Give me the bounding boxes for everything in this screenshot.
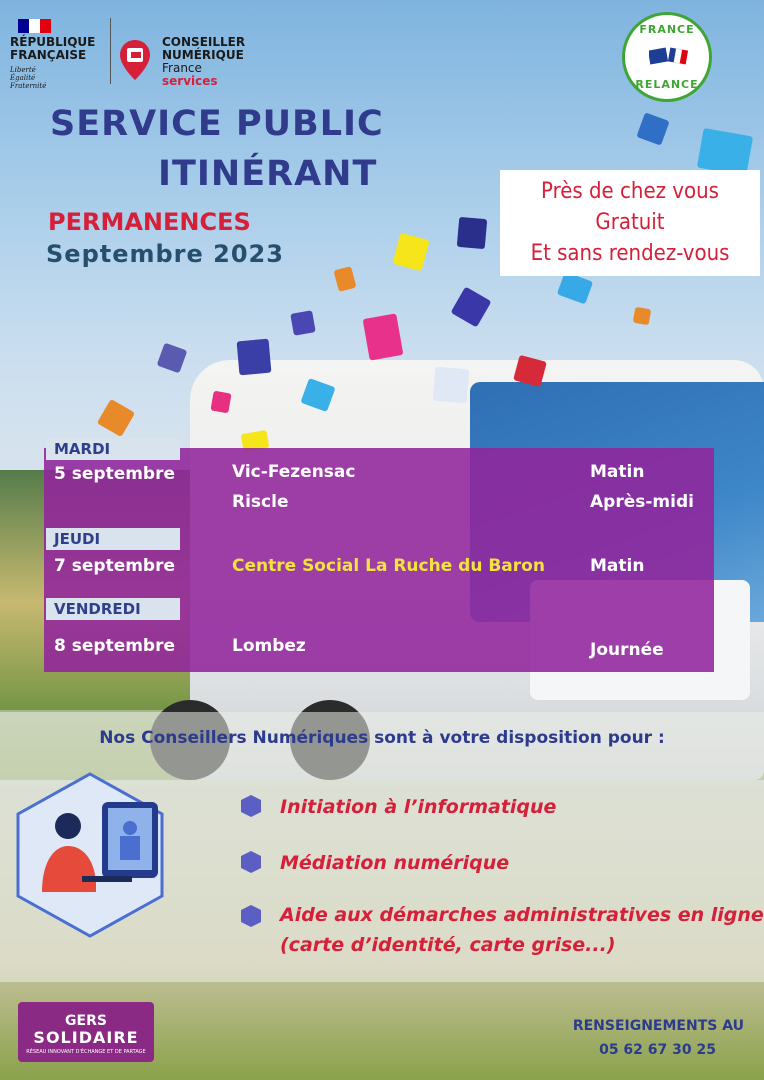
confetti-square xyxy=(433,367,470,404)
promo-line: Près de chez vous xyxy=(541,179,719,204)
confetti-square xyxy=(633,307,652,326)
promo-line: Et sans rendez-vous xyxy=(530,241,730,266)
confetti-square xyxy=(697,128,753,176)
gers-logo-subtitle: RÉSEAU INNOVANT D'ÉCHANGE ET DE PARTAGE xyxy=(26,1049,146,1055)
badge-top-text: FRANCE xyxy=(639,23,695,36)
hexagon-bullet-icon xyxy=(240,850,262,874)
logo-divider xyxy=(110,18,111,84)
time-label: Journée xyxy=(590,640,664,660)
day-label-vendredi: VENDREDI xyxy=(46,598,180,620)
month-heading: Septembre 2023 xyxy=(46,240,284,268)
republique-francaise-label: RÉPUBLIQUE FRANÇAISE xyxy=(10,35,96,62)
contact-phone[interactable]: 05 62 67 30 25 xyxy=(599,1042,716,1058)
marianne-logo xyxy=(18,18,52,32)
page-title-line2: ITINÉRANT xyxy=(158,154,378,194)
promo-line: Gratuit xyxy=(595,210,665,235)
confetti-square xyxy=(210,391,231,414)
confetti-square xyxy=(457,217,488,249)
flags-icon xyxy=(649,47,689,69)
time-label: Matin xyxy=(590,462,645,482)
promo-box xyxy=(500,170,760,276)
confetti-square xyxy=(237,339,272,376)
permanences-heading: PERMANENCES xyxy=(48,208,251,236)
service-item-detail: (carte d’identité, carte grise...) xyxy=(280,934,616,956)
map-pin-icon xyxy=(118,38,152,82)
day-label-mardi: MARDI xyxy=(46,438,180,460)
date-label: 5 septembre xyxy=(54,464,176,484)
page-title-line1: SERVICE PUBLIC xyxy=(50,104,384,144)
day-label-jeudi: JEUDI xyxy=(46,528,180,550)
time-label: Après-midi xyxy=(590,492,694,512)
service-item: Initiation à l’informatique xyxy=(280,796,557,818)
republic-motto: Liberté Égalité Fraternité xyxy=(10,66,47,90)
availability-heading: Nos Conseillers Numériques sont à votre disposition pour : xyxy=(99,728,665,748)
france-relance-badge xyxy=(622,12,712,102)
gers-solidaire-logo xyxy=(18,1002,154,1062)
place-label: Lombez xyxy=(232,636,306,656)
date-label: 8 septembre xyxy=(54,636,176,656)
date-label: 7 septembre xyxy=(54,556,176,576)
contact-label: RENSEIGNEMENTS AU xyxy=(572,1018,744,1034)
conseiller-numerique-label: CONSEILLER NUMÉRIQUE France services xyxy=(162,35,246,88)
time-label: Matin xyxy=(590,556,645,576)
hexagon-bullet-icon xyxy=(240,794,262,818)
badge-bottom-text: RELANCE xyxy=(635,78,699,91)
place-label: Centre Social La Ruche du Baron xyxy=(232,556,545,576)
hexagon-bullet-icon xyxy=(240,904,262,928)
gers-logo-text: SOLIDAIRE xyxy=(33,1028,139,1047)
gers-logo-text: GERS xyxy=(65,1013,107,1029)
place-label: Vic-Fezensac xyxy=(232,462,356,482)
confetti-square xyxy=(290,310,315,335)
place-label: Riscle xyxy=(232,492,289,512)
service-item: Aide aux démarches administratives en ligne xyxy=(280,904,764,926)
computer-user-illustration xyxy=(16,772,164,938)
confetti-square xyxy=(363,313,404,360)
service-item: Médiation numérique xyxy=(280,852,510,874)
